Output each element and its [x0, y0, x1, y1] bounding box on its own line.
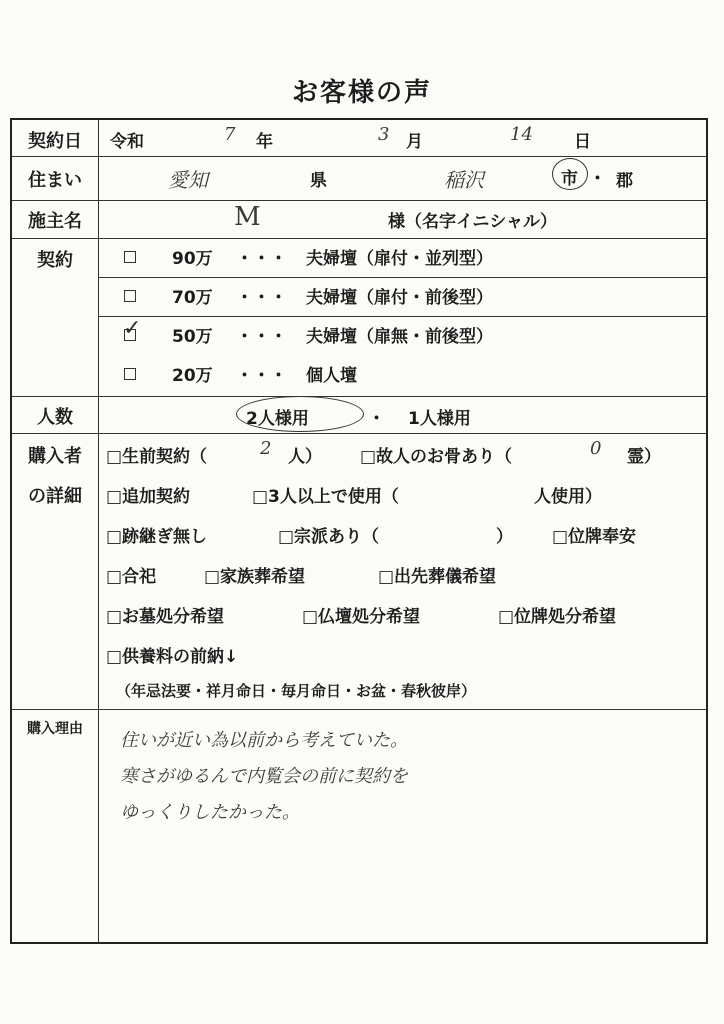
- family-funeral-option[interactable]: □家族葬希望: [204, 567, 306, 587]
- contract-label: 契約: [37, 250, 73, 271]
- row-divider: [12, 433, 706, 434]
- purchase-reason-text: [120, 723, 680, 831]
- plan-divider: [98, 316, 706, 317]
- plan-70-price: 70万: [172, 288, 213, 308]
- people-option-2[interactable]: 2人様用: [246, 409, 309, 429]
- page-title: お客様の声: [291, 78, 432, 108]
- owner-initial: M: [234, 202, 261, 232]
- plan-50-name: 夫婦壇（扉無・前後型）: [306, 327, 493, 347]
- reason-line: ゆっくりしたかった。: [120, 802, 300, 823]
- no-successor-option[interactable]: □跡継ぎ無し: [106, 527, 208, 547]
- plan-90-dots: ・・・: [236, 249, 287, 269]
- remains-close: 霊）: [627, 447, 661, 467]
- date-day-value: 14: [510, 124, 533, 145]
- plan-90-name: 夫婦壇（扉付・並列型）: [306, 249, 493, 269]
- row-divider: [12, 709, 706, 710]
- altar-disposal-option[interactable]: □仏壇処分希望: [302, 607, 421, 627]
- plan-90-price: 90万: [172, 249, 213, 269]
- people-separator: ・: [368, 409, 385, 429]
- plan-20-checkbox[interactable]: [124, 368, 136, 380]
- date-month-value: 3: [378, 124, 390, 145]
- plan-90-checkbox[interactable]: [124, 251, 136, 263]
- ihai-enshrine-option[interactable]: □位牌奉安: [552, 527, 637, 547]
- people-option-1[interactable]: 1人様用: [408, 409, 471, 429]
- date-year-unit: 年: [256, 132, 273, 152]
- date-day-unit: 日: [574, 132, 591, 152]
- three-plus-option[interactable]: □3人以上で使用（: [252, 487, 399, 507]
- plan-70-dots: ・・・: [236, 288, 287, 308]
- buyer-details-label-2: の詳細: [28, 486, 82, 507]
- plan-70-checkbox[interactable]: [124, 290, 136, 302]
- memorial-note: （年忌法要・祥月命日・毎月命日・お盆・春秋彼岸）: [116, 682, 477, 700]
- county-unit: 郡: [616, 171, 633, 191]
- owner-name-label: 施主名: [28, 211, 82, 232]
- prefecture-unit: 県: [310, 171, 327, 191]
- reason-line: 住いが近い為以前から考えていた。: [120, 730, 408, 751]
- plan-20-name: 個人壇: [306, 366, 357, 386]
- row-divider: [12, 238, 706, 239]
- remains-count-value: 0: [590, 438, 602, 459]
- pre-need-close: 人）: [288, 447, 322, 467]
- date-era: 令和: [110, 132, 144, 152]
- plan-divider: [98, 277, 706, 278]
- plan-20-dots: ・・・: [236, 366, 287, 386]
- pre-need-contract-option[interactable]: □生前契約（: [106, 447, 208, 467]
- people-label: 人数: [37, 407, 73, 428]
- away-funeral-option[interactable]: □出先葬儀希望: [378, 567, 497, 587]
- buyer-details-label-1: 購入者: [28, 446, 82, 467]
- address-separator: ・: [589, 169, 606, 189]
- plan-50-price: 50万: [172, 327, 213, 347]
- remains-option[interactable]: □故人のお骨あり（: [360, 447, 513, 467]
- sect-close: ）: [496, 527, 513, 547]
- prepaid-memorial-option[interactable]: □供養料の前納↓: [106, 647, 239, 667]
- plan-70-name: 夫婦壇（扉付・前後型）: [306, 288, 493, 308]
- address-label: 住まい: [28, 170, 82, 191]
- plan-20-price: 20万: [172, 366, 213, 386]
- date-year-value: 7: [224, 124, 236, 145]
- grave-disposal-option[interactable]: □お墓処分希望: [106, 607, 225, 627]
- city-value: 稲沢: [444, 168, 484, 192]
- row-divider: [12, 396, 706, 397]
- ihai-disposal-option[interactable]: □位牌処分希望: [498, 607, 617, 627]
- owner-suffix: 様（名字イニシャル）: [388, 212, 557, 232]
- reason-label: 購入理由: [27, 721, 83, 737]
- reason-line: 寒さがゆるんで内覧会の前に契約を: [120, 766, 408, 787]
- additional-contract-option[interactable]: □追加契約: [106, 487, 191, 507]
- sect-option[interactable]: □宗派あり（: [278, 527, 380, 547]
- pre-need-count-value: 2: [260, 438, 272, 459]
- prefecture-value: 愛知: [168, 168, 208, 192]
- joint-burial-option[interactable]: □合祀: [106, 567, 157, 587]
- date-month-unit: 月: [406, 132, 423, 152]
- city-unit: 市: [561, 169, 578, 189]
- row-divider: [12, 156, 706, 157]
- three-plus-close: 人使用）: [534, 487, 602, 507]
- plan-50-checkmark-icon: ✓: [123, 316, 142, 341]
- plan-50-dots: ・・・: [236, 327, 287, 347]
- customer-voice-form: [10, 118, 708, 944]
- row-divider: [12, 200, 706, 201]
- contract-date-label: 契約日: [28, 131, 82, 152]
- label-column-divider: [98, 120, 99, 942]
